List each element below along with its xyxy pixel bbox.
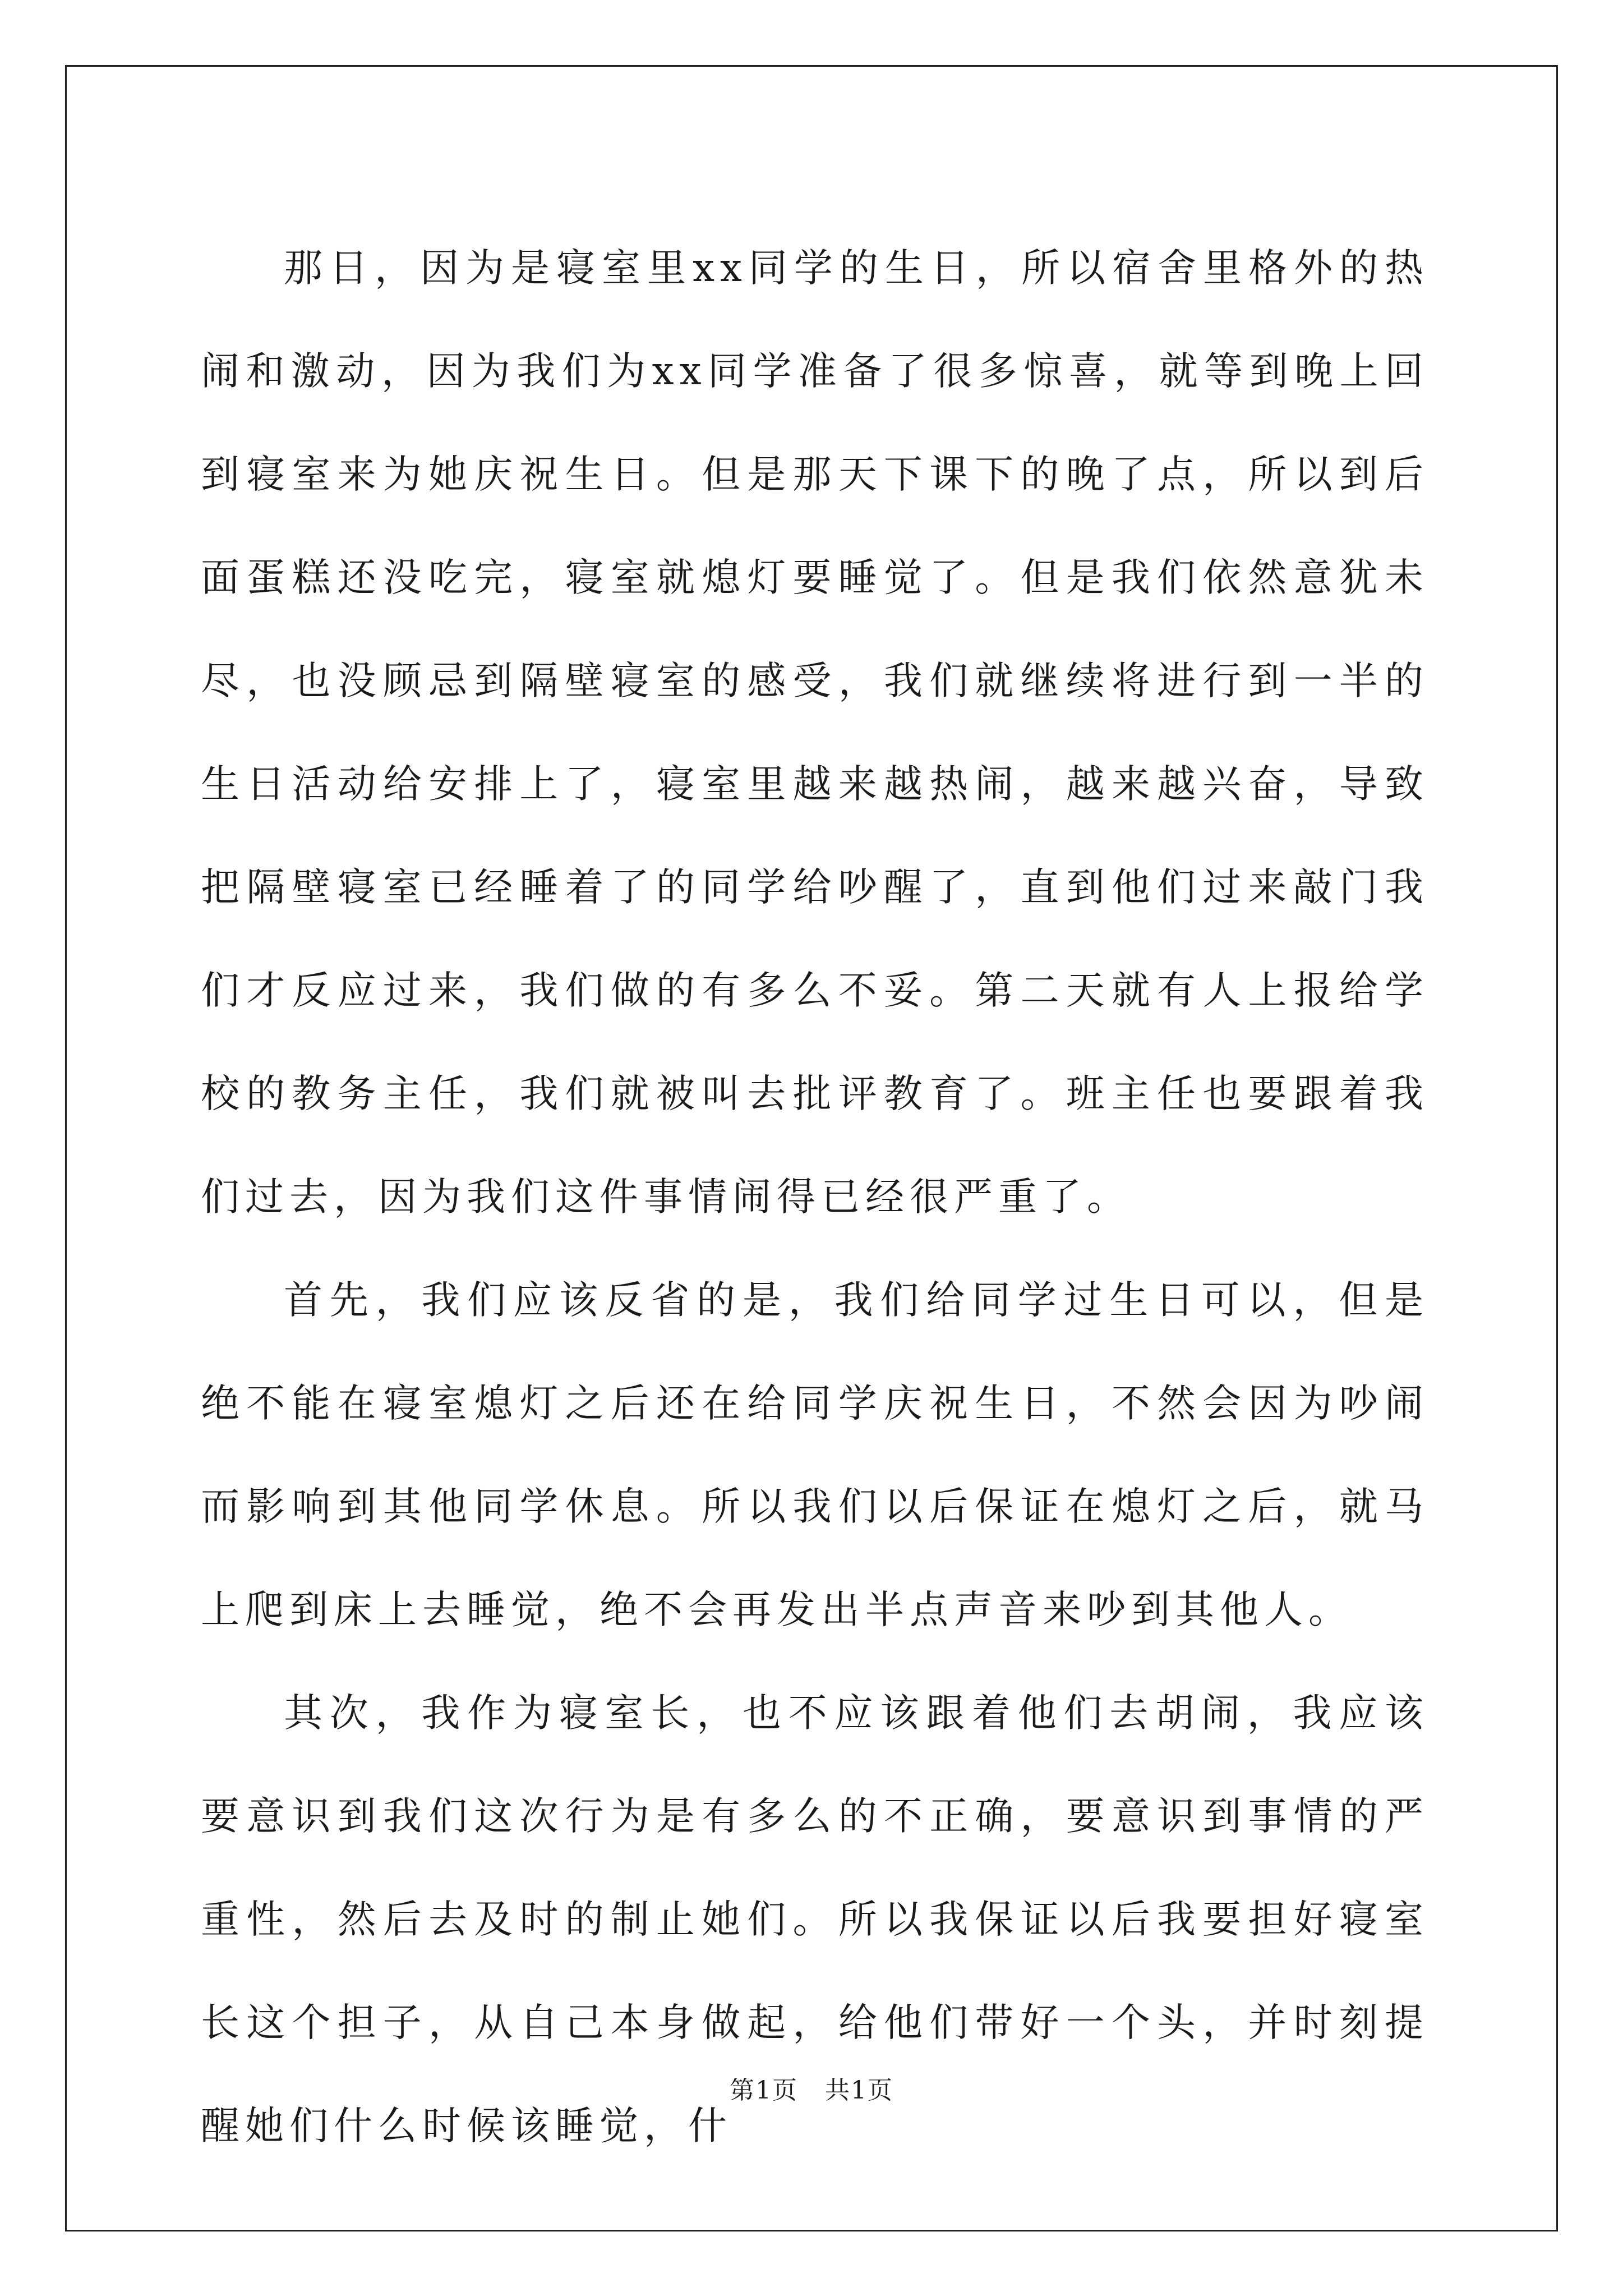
- paragraph-1: 那日，因为是寝室里xx同学的生日，所以宿舍里格外的热闹和激动，因为我们为xx同学准备了很多惊喜，就等到晚上回到寝室来为她庆祝生日。但是那天下课下的晚了点，所以到后面蛋糕还没吃完，寝室就熄灯要睡觉了。但是我们依然意犹未尽，也没顾忌到隔壁寝室的感受，我们就继续将进行到一半的生日活动给安排上了，寝室里越来越热闹，越来越兴奋，导致把隔壁寝室已经睡着了的同学给吵醒了，直到他们过来敲门我们才反应过来，我们做的有多么不妥。第二天就有人上报给学校的教务主任，我们就被叫去批评教育了。班主任也要跟着我们过去，因为我们这件事情闹得已经很严重了。: [201, 246, 1429, 1220]
- paragraph-3: 其次，我作为寝室长，也不应该跟着他们去胡闹，我应该要意识到我们这次行为是有多么的不正确，要意识到事情的严重性，然后去及时的制止她们。所以我保证以后我要担好寝室长这个担子，从自己本身做起，给他们带好一个头，并时刻提醒她们什么时候该睡觉，什: [201, 1691, 1429, 2148]
- paragraph-2: 首先，我们应该反省的是，我们给同学过生日可以，但是绝不能在寝室熄灯之后还在给同学庆祝生日，不然会因为吵闹而影响到其他同学休息。所以我们以后保证在熄灯之后，就马上爬到床上去睡觉，绝不会再发出半点声音来吵到其他人。: [201, 1278, 1429, 1632]
- document-body: [201, 217, 1429, 2178]
- page-number-current: 第1页: [730, 2076, 799, 2105]
- page-number-total: 共1页: [824, 2076, 893, 2105]
- page-footer: [0, 2070, 1623, 2106]
